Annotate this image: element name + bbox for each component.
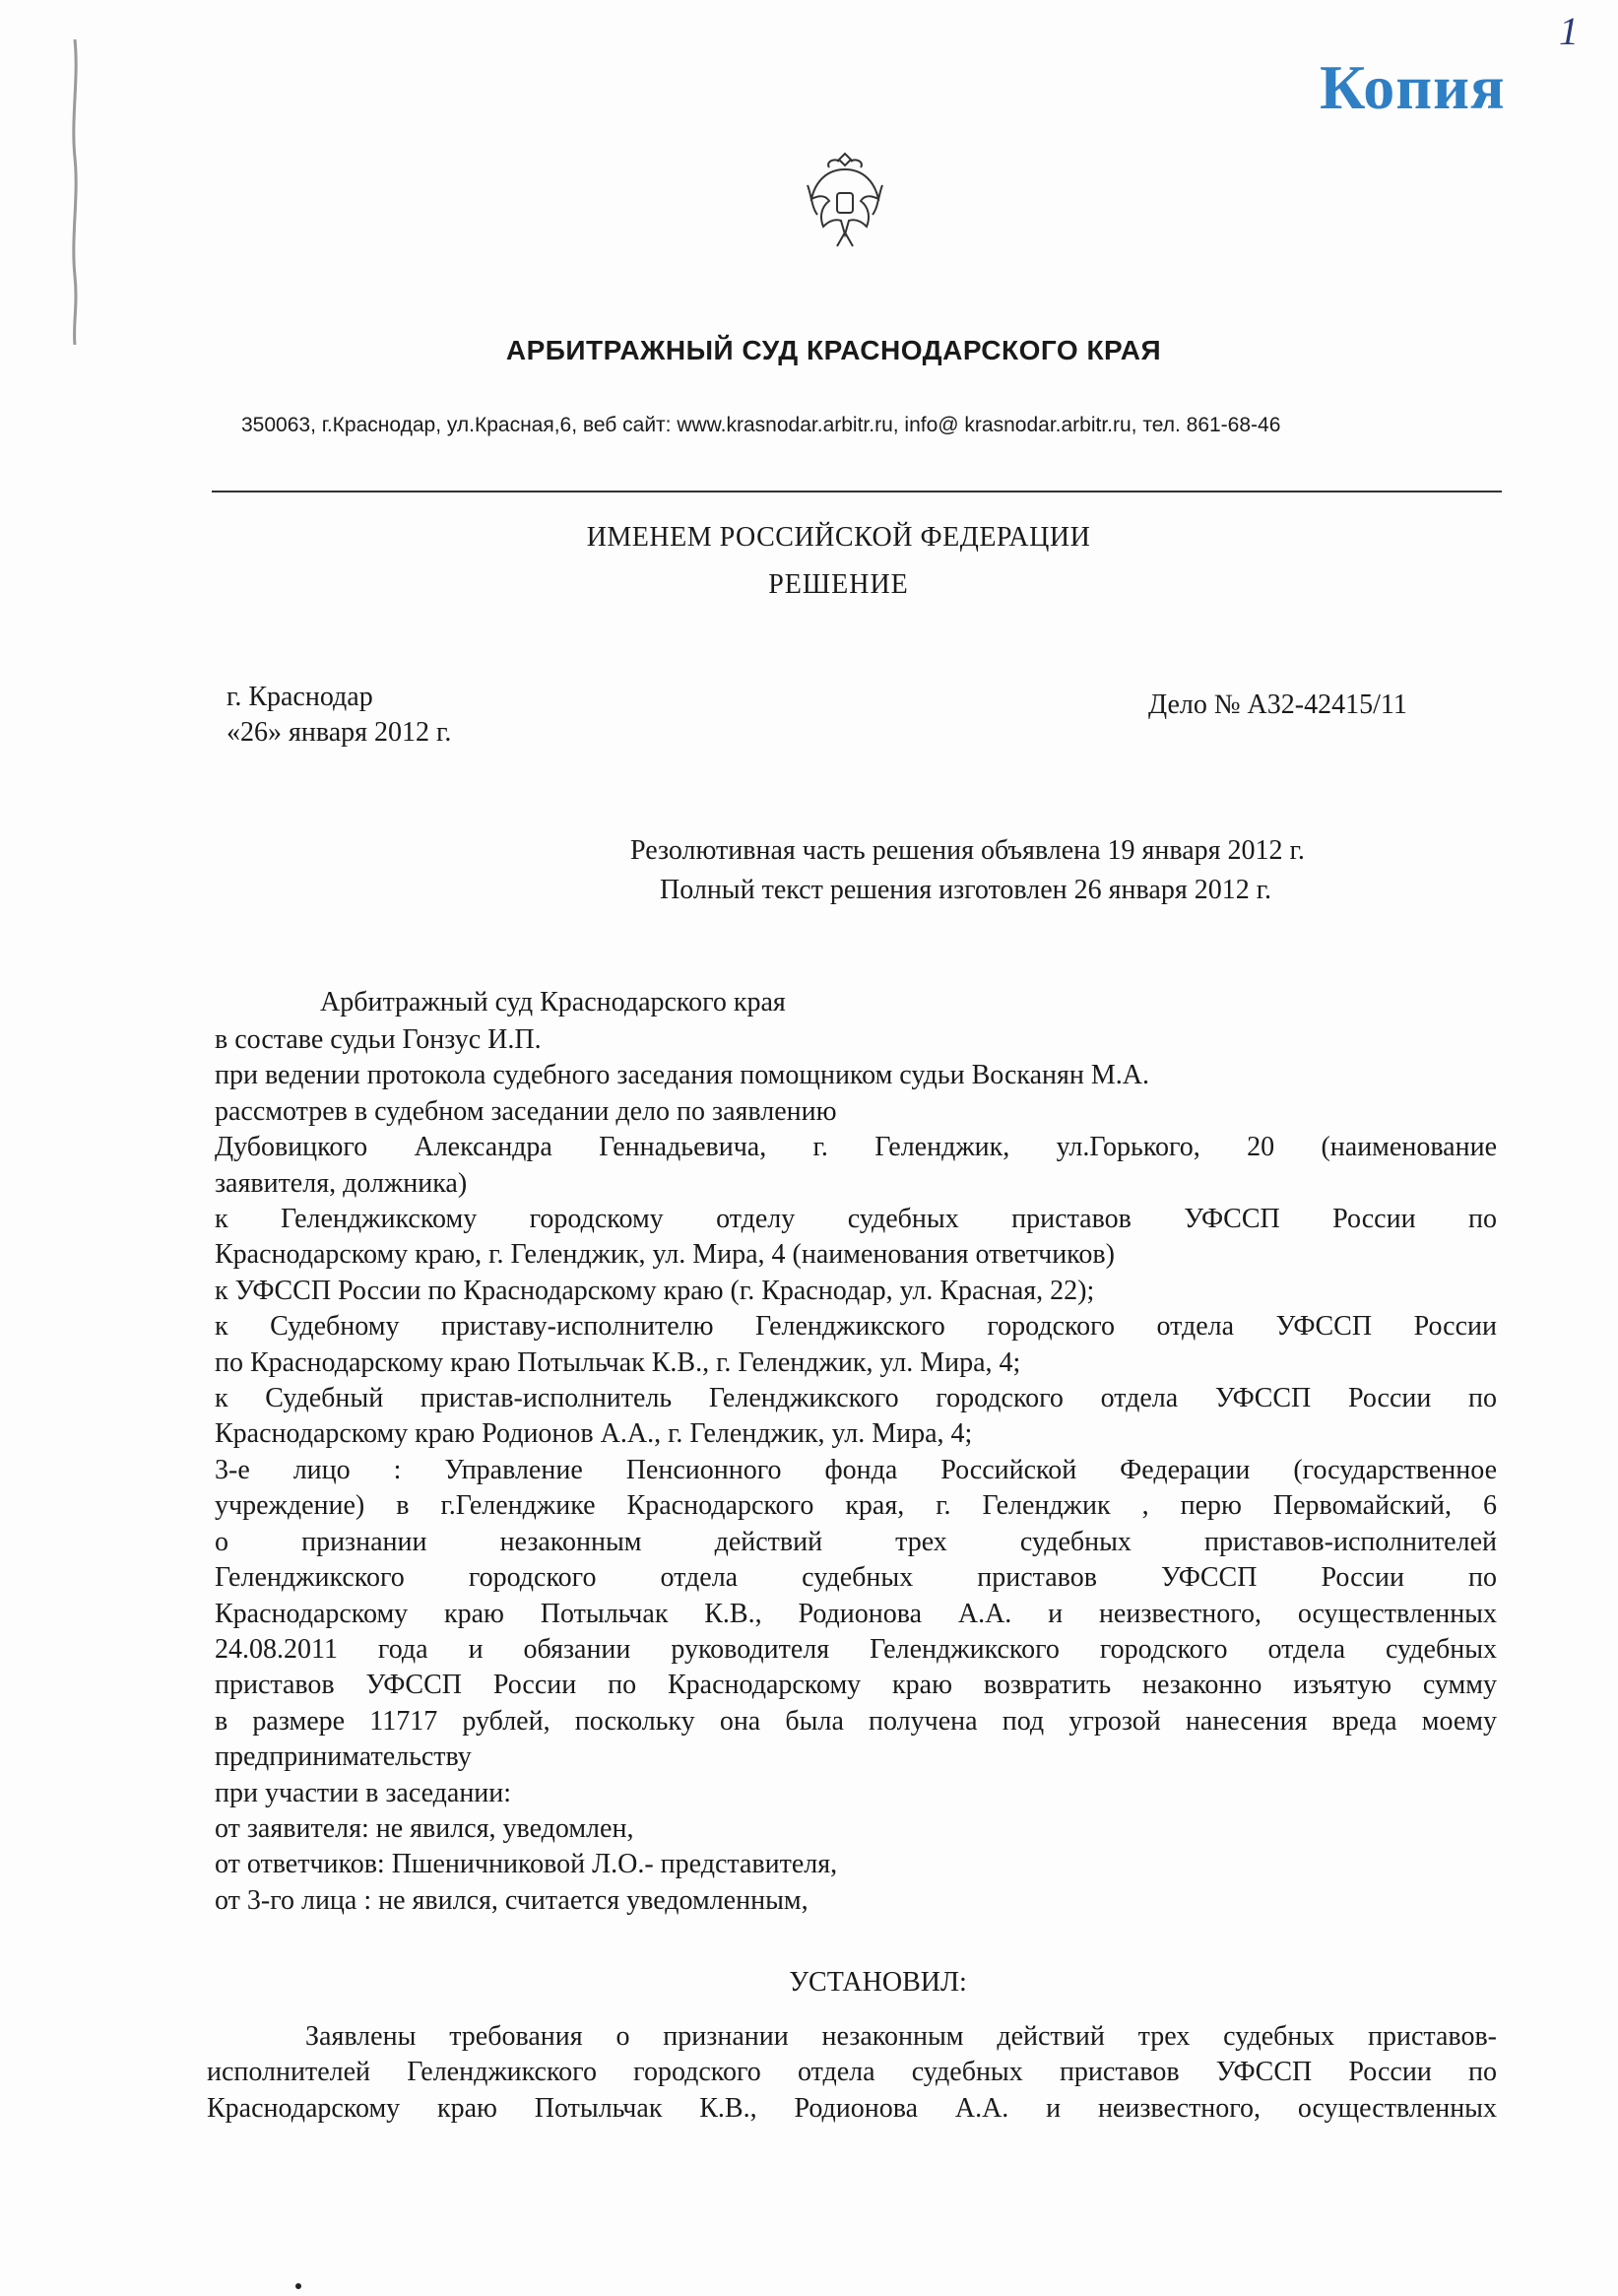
decision-date: «26» января 2012 г. bbox=[227, 717, 452, 748]
court-address: 350063, г.Краснодар, ул.Красная,6, веб сайт: www.krasnodar.arbitr.ru, info@ krasnodar.arbitr.ru, тел. 861-68-46 bbox=[241, 414, 1281, 436]
final-line: Заявлены требования о признании незаконным действий трех судебных приставов- bbox=[305, 2021, 1497, 2052]
body-line: к Геленджикскому городскому отделу судебных приставов УФССП России по bbox=[215, 1204, 1497, 1235]
established-text bbox=[207, 2019, 1497, 2127]
body-line: в составе судьи Гонзус И.П. bbox=[215, 1024, 542, 1055]
body-line: заявителя, должника) bbox=[215, 1167, 468, 1199]
body-line: Геленджикского городского отдела судебных приставов УФССП России по bbox=[215, 1562, 1497, 1594]
coat-of-arms-icon bbox=[800, 146, 890, 256]
court-title: АРБИТРАЖНЫЙ СУД КРАСНОДАРСКОГО КРАЯ bbox=[505, 335, 1162, 365]
body-line: Краснодарскому краю Потыльчак К.В., Родионова А.А. и неизвестного, осуществленных bbox=[215, 1598, 1497, 1629]
decision-body bbox=[215, 1022, 1497, 1919]
body-line: по Краснодарскому краю Потыльчак К.В., г. Геленджик, ул. Мира, 4; bbox=[215, 1346, 1021, 1378]
body-line: учреждение) в г.Геленджике Краснодарского края, г. Геленджик , перю Первомайский, 6 bbox=[215, 1490, 1497, 1522]
copy-stamp: Копия bbox=[1320, 52, 1506, 122]
body-line: в размере 11717 рублей, поскольку она была получена под угрозой нанесения вреда моему bbox=[215, 1705, 1497, 1737]
body-line: 3-е лицо : Управление Пенсионного фонда Российской Федерации (государственное bbox=[215, 1454, 1497, 1485]
final-line: Краснодарскому краю Потыльчак К.В., Родионова А.А. и неизвестного, осуществленных bbox=[207, 2092, 1497, 2124]
body-line: о признании незаконным действий трех судебных приставов-исполнителей bbox=[215, 1526, 1497, 1557]
case-number: Дело № А32-42415/11 bbox=[1148, 689, 1407, 720]
announced-note: Резолютивная часть решения объявлена 19 января 2012 г. bbox=[630, 835, 1305, 866]
scan-mark bbox=[295, 2283, 301, 2289]
body-line: от 3-го лица : не явился, считается уведомленным, bbox=[215, 1884, 809, 1916]
final-line: исполнителей Геленджикского городского отдела судебных приставов УФССП России по bbox=[207, 2057, 1497, 2088]
page-number: 1 bbox=[1559, 9, 1579, 53]
body-line: приставов УФССП России по Краснодарскому краю возвратить незаконно изъятую сумму bbox=[215, 1670, 1497, 1701]
body-line: предпринимательству bbox=[215, 1741, 472, 1773]
heading-decision: РЕШЕНИЕ bbox=[768, 569, 909, 600]
body-line: рассмотрев в судебном заседании дело по заявлению bbox=[215, 1095, 837, 1127]
body-line: от ответчиков: Пшеничниковой Л.О.- представителя, bbox=[215, 1849, 838, 1880]
body-line: Краснодарскому краю, г. Геленджик, ул. Мира, 4 (наименования ответчиков) bbox=[215, 1239, 1115, 1271]
binding-thread-icon bbox=[67, 39, 83, 345]
body-line: к УФССП России по Краснодарскому краю (г. Краснодар, ул. Красная, 22); bbox=[215, 1275, 1095, 1306]
body-line: к Судебному приставу-исполнителю Геленджикского городского отдела УФССП России bbox=[215, 1311, 1497, 1343]
heading-federation: ИМЕНЕМ РОССИЙСКОЙ ФЕДЕРАЦИИ bbox=[586, 522, 1091, 553]
body-line: от заявителя: не явился, уведомлен, bbox=[215, 1812, 634, 1844]
body-line: к Судебный пристав-исполнитель Геленджикского городского отдела УФССП России по bbox=[215, 1383, 1497, 1414]
body-line: при ведении протокола судебного заседания помощником судьи Восканян М.А. bbox=[215, 1060, 1149, 1091]
header-divider bbox=[212, 491, 1502, 492]
body-line: 24.08.2011 года и обязании руководителя Геленджикского городского отдела судебных bbox=[215, 1633, 1497, 1665]
established-heading: УСТАНОВИЛ: bbox=[789, 1967, 967, 1998]
body-line: Дубовицкого Александра Геннадьевича, г. Геленджик, ул.Горького, 20 (наименование bbox=[215, 1132, 1497, 1163]
body-line: Краснодарскому краю Родионов А.А., г. Геленджик, ул. Мира, 4; bbox=[215, 1418, 973, 1450]
court-name: Арбитражный суд Краснодарского края bbox=[320, 987, 786, 1017]
city: г. Краснодар bbox=[227, 682, 373, 712]
body-line: при участии в заседании: bbox=[215, 1777, 512, 1808]
full-text-note: Полный текст решения изготовлен 26 января 2012 г. bbox=[660, 875, 1272, 905]
